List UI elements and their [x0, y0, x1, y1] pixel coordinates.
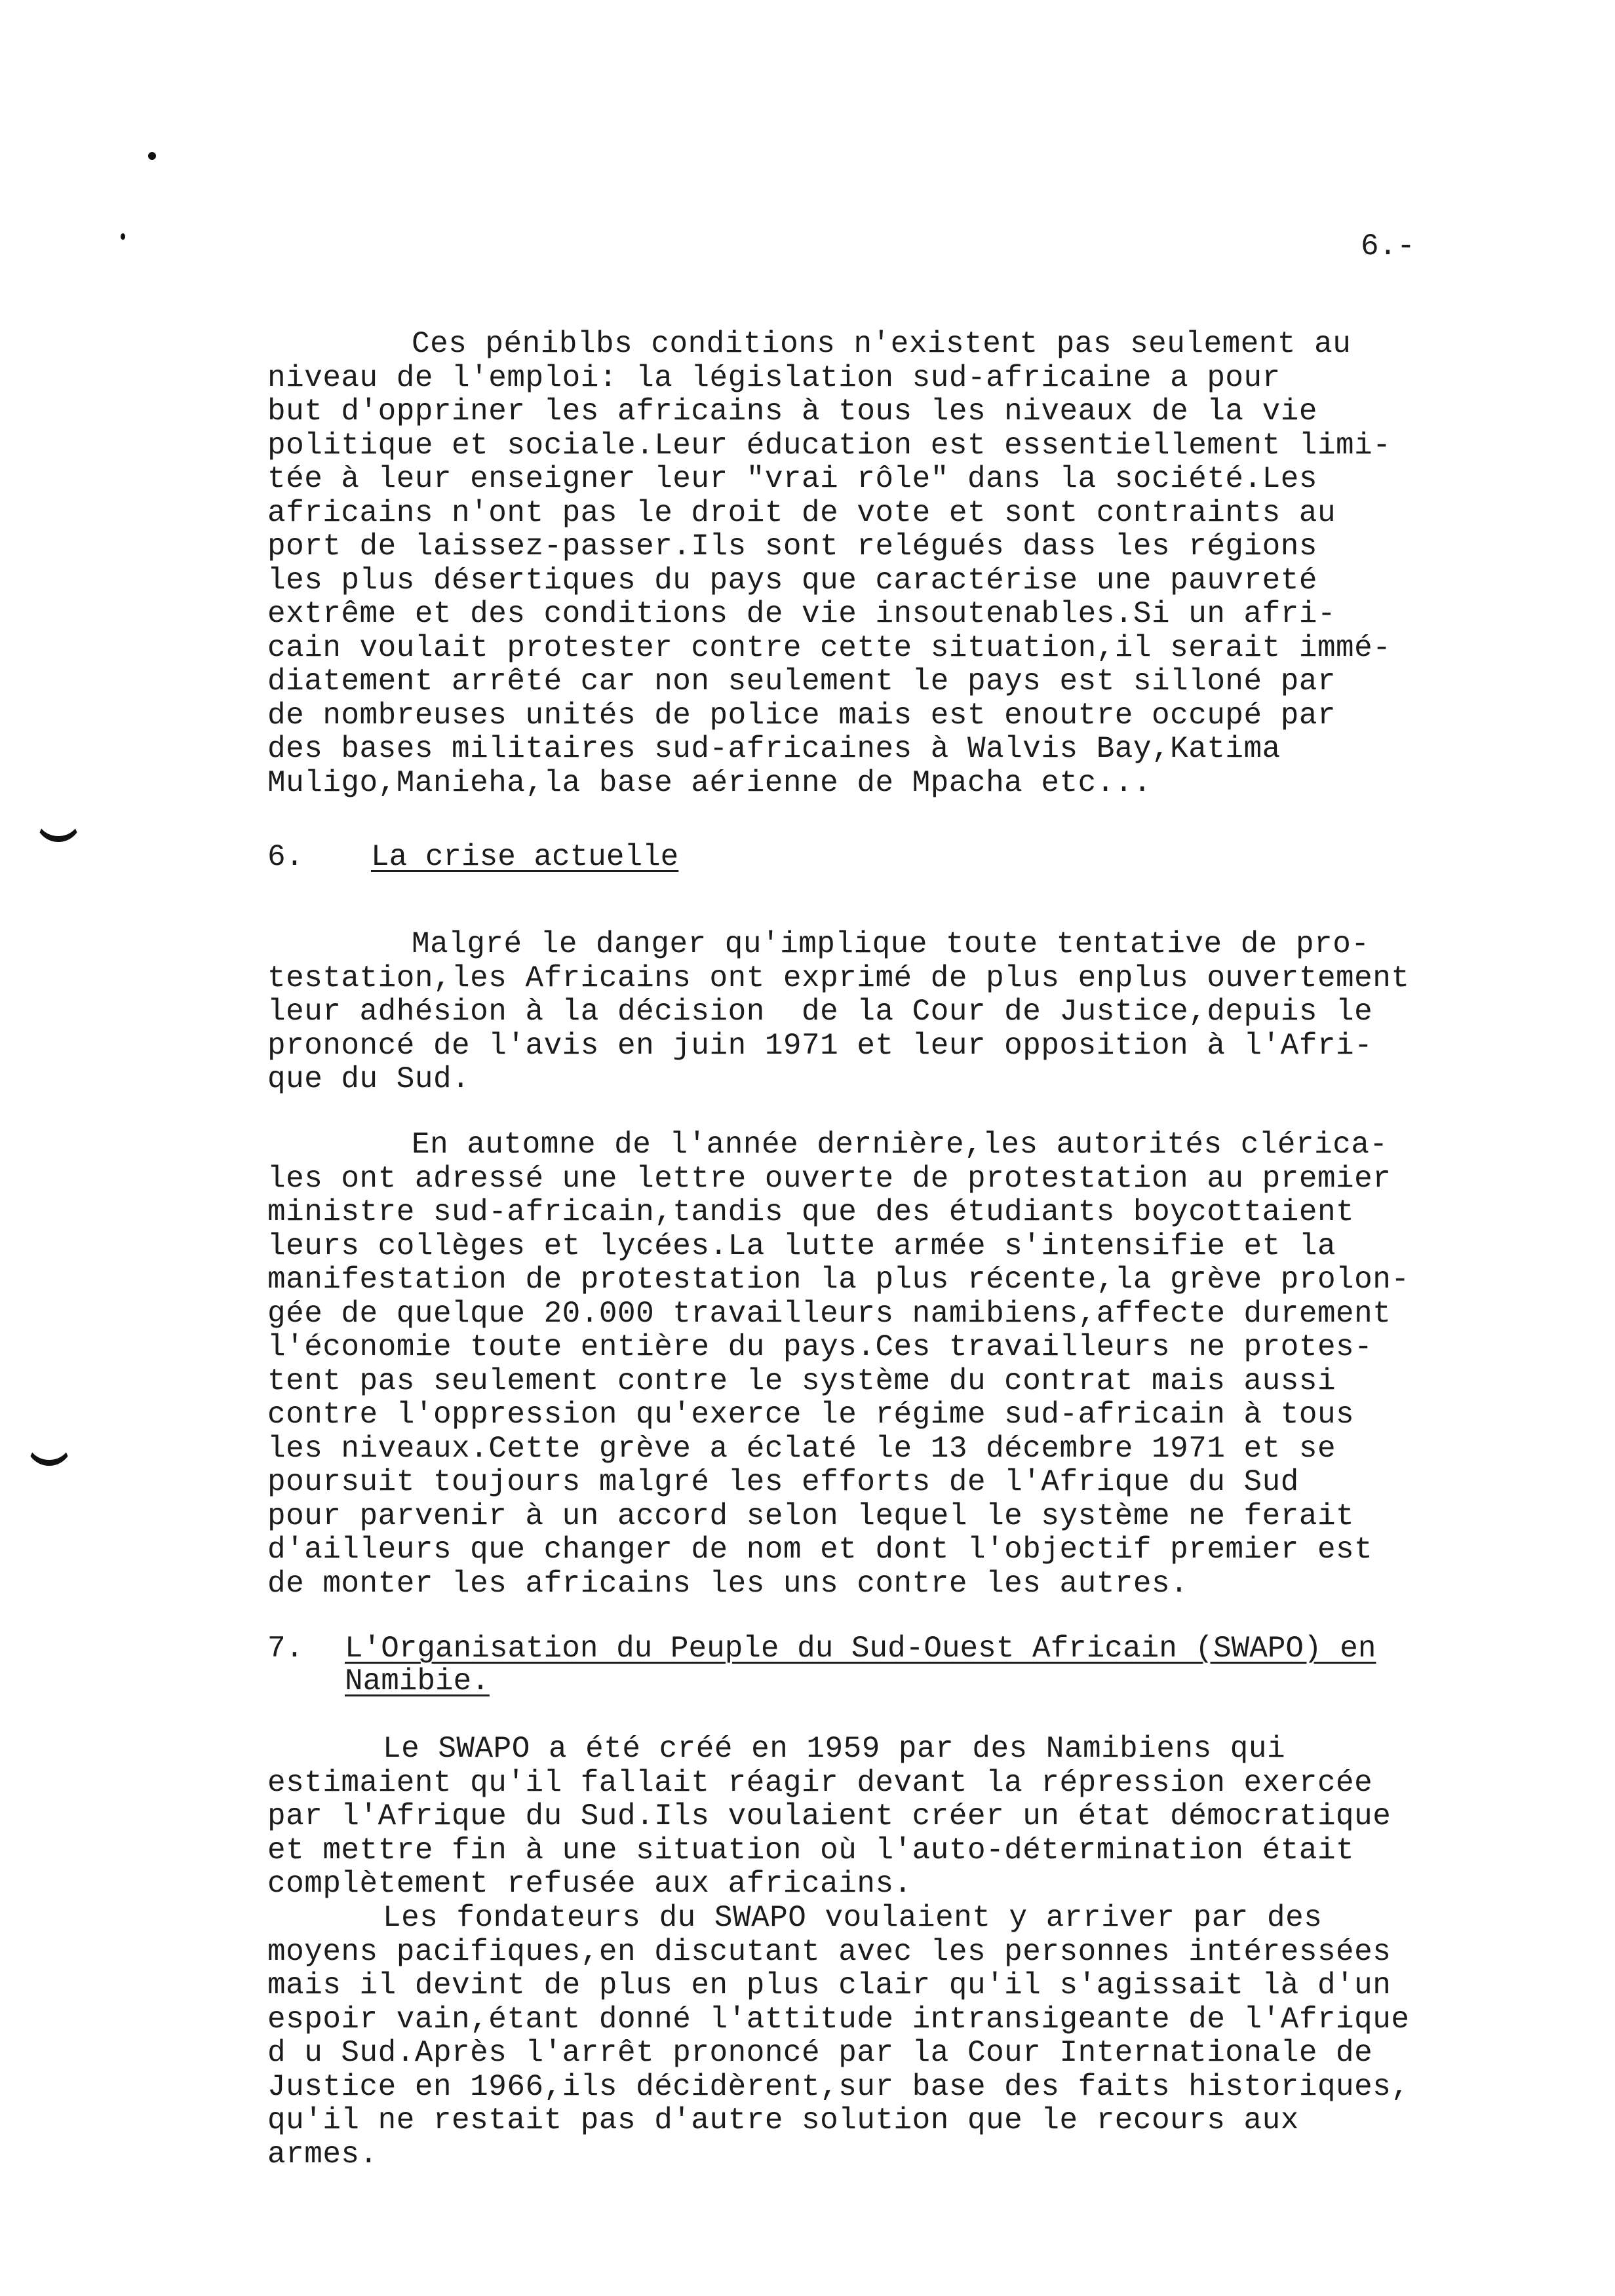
- text-line: des bases militaires sud-africaines à Walvis Bay,Katima: [267, 732, 1281, 766]
- text-line: africains n'ont pas le droit de vote et sont contraints au: [267, 495, 1336, 530]
- text-line: les ont adressé une lettre ouverte de protestation au premier: [267, 1161, 1391, 1196]
- text-line: les niveaux.Cette grève a éclaté le 13 décembre 1971 et se: [267, 1431, 1336, 1466]
- text-line: manifestation de protestation la plus récente,la grève prolon-: [267, 1263, 1410, 1297]
- text-line: que du Sud.: [267, 1062, 471, 1096]
- text-line: ministre sud-africain,tandis que des étudiants boycottaient: [267, 1195, 1355, 1229]
- paragraph-5: [267, 1902, 1409, 2172]
- text-line: Muligo,Manieha,la base aérienne de Mpacha etc...: [267, 765, 1152, 800]
- paragraph-2: [267, 928, 1409, 1097]
- text-line: tent pas seulement contre le système du contrat mais aussi: [267, 1364, 1336, 1398]
- paragraph-3: [267, 1128, 1409, 1601]
- text-line: d'ailleurs que changer de nom et dont l'objectif premier est: [267, 1533, 1373, 1567]
- text-line: pour parvenir à un accord selon lequel le système ne ferait: [267, 1499, 1355, 1533]
- section-number: 6.: [267, 840, 304, 874]
- text-line: gée de quelque 20.000 travailleurs namibiens,affecte durement: [267, 1296, 1391, 1331]
- text-line: l'économie toute entière du pays.Ces travailleurs ne protes-: [267, 1330, 1373, 1364]
- text-line: tée à leur enseigner leur "vrai rôle" dans la société.Les: [267, 462, 1317, 496]
- text-line: espoir vain,étant donné l'attitude intransigeante de l'Afrique: [267, 2002, 1410, 2037]
- text-line: de monter les africains les uns contre les autres.: [267, 1566, 1189, 1601]
- text-line: cain voulait protester contre cette situation,il serait immé-: [267, 630, 1391, 665]
- section-number: 7.: [267, 1632, 304, 1666]
- text-line: but d'oppriner les africains à tous les niveaux de la vie: [267, 394, 1317, 429]
- text-line: Malgré le danger qu'implique toute tentative de pro-: [412, 927, 1370, 961]
- paragraph-1: [267, 328, 1391, 800]
- text-line: complètement refusée aux africains.: [267, 1867, 912, 1901]
- text-line: politique et sociale.Leur éducation est essentiellement limi-: [267, 428, 1391, 463]
- text-line: armes.: [267, 2137, 378, 2172]
- text-line: leurs collèges et lycées.La lutte armée s'intensifie et la: [267, 1229, 1336, 1263]
- section-title: La crise actuelle: [371, 840, 679, 874]
- text-line: les plus désertiques du pays que caractérise une pauvreté: [267, 563, 1317, 598]
- section-7-heading: [267, 1632, 1513, 1704]
- text-line: d u Sud.Après l'arrêt prononcé par la Cour Internationale de: [267, 2036, 1373, 2070]
- page-number: 6.-: [1361, 229, 1415, 263]
- text-line: moyens pacifiques,en discutant avec les personnes intéressées: [267, 1934, 1391, 1969]
- text-line: testation,les Africains ont exprimé de plus enplus ouvertement: [267, 961, 1410, 995]
- binder-hole-mark: [26, 1442, 72, 1466]
- text-line: par l'Afrique du Sud.Ils voulaient créer un état démocratique: [267, 1799, 1391, 1833]
- text-line: et mettre fin à une situation où l'auto-détermination était: [267, 1833, 1355, 1867]
- text-line: poursuit toujours malgré les efforts de l'Afrique du Sud: [267, 1465, 1299, 1499]
- text-line: En automne de l'année dernière,les autorités cléricа-: [412, 1128, 1388, 1162]
- text-line: Le SWAPO a été créé en 1959 par des Namibiens qui: [383, 1732, 1286, 1766]
- text-line: Les fondateurs du SWAPO voulaient y arriver par des: [383, 1901, 1323, 1935]
- section-title-line-1: L'Organisation du Peuple du Sud-Ouest Africain (SWAPO) en: [345, 1632, 1376, 1666]
- paragraph-4: [267, 1732, 1391, 1902]
- text-line: diatement arrêté car non seulement le pays est silloné par: [267, 664, 1336, 698]
- text-line: Ces péniblbs conditions n'existent pas seulement au: [412, 327, 1352, 361]
- text-line: de nombreuses unités de police mais est enoutre occupé par: [267, 698, 1336, 733]
- text-line: Justice en 1966,ils décidèrent,sur base des faits historiques,: [267, 2069, 1410, 2104]
- text-line: prononcé de l'avis en juin 1971 et leur opposition à l'Afri-: [267, 1028, 1373, 1063]
- text-line: estimaient qu'il fallait réagir devant la répression exercée: [267, 1765, 1373, 1800]
- text-line: port de laissez-passer.Ils sont relégués dass les régions: [267, 529, 1317, 564]
- text-line: contre l'oppression qu'exerce le régime sud-africain à tous: [267, 1398, 1355, 1432]
- section-6-heading: [267, 840, 1054, 879]
- text-line: mais il devint de plus en plus clair qu'il s'agissait là d'un: [267, 1968, 1391, 2002]
- text-line: qu'il ne restait pas d'autre solution que le recours aux: [267, 2103, 1299, 2137]
- text-line: leur adhésion à la décision de la Cour de Justice,depuis le: [267, 995, 1373, 1029]
- text-line: extrême et des conditions de vie insoutenables.Si un afri-: [267, 597, 1336, 631]
- ink-dot-mark: [148, 152, 156, 160]
- binder-hole-mark: [35, 818, 81, 842]
- text-line: niveau de l'emploi: la législation sud-africaine a pour: [267, 360, 1281, 395]
- ink-dot-mark: [121, 233, 125, 240]
- section-title-line-2: Namibie.: [345, 1664, 490, 1698]
